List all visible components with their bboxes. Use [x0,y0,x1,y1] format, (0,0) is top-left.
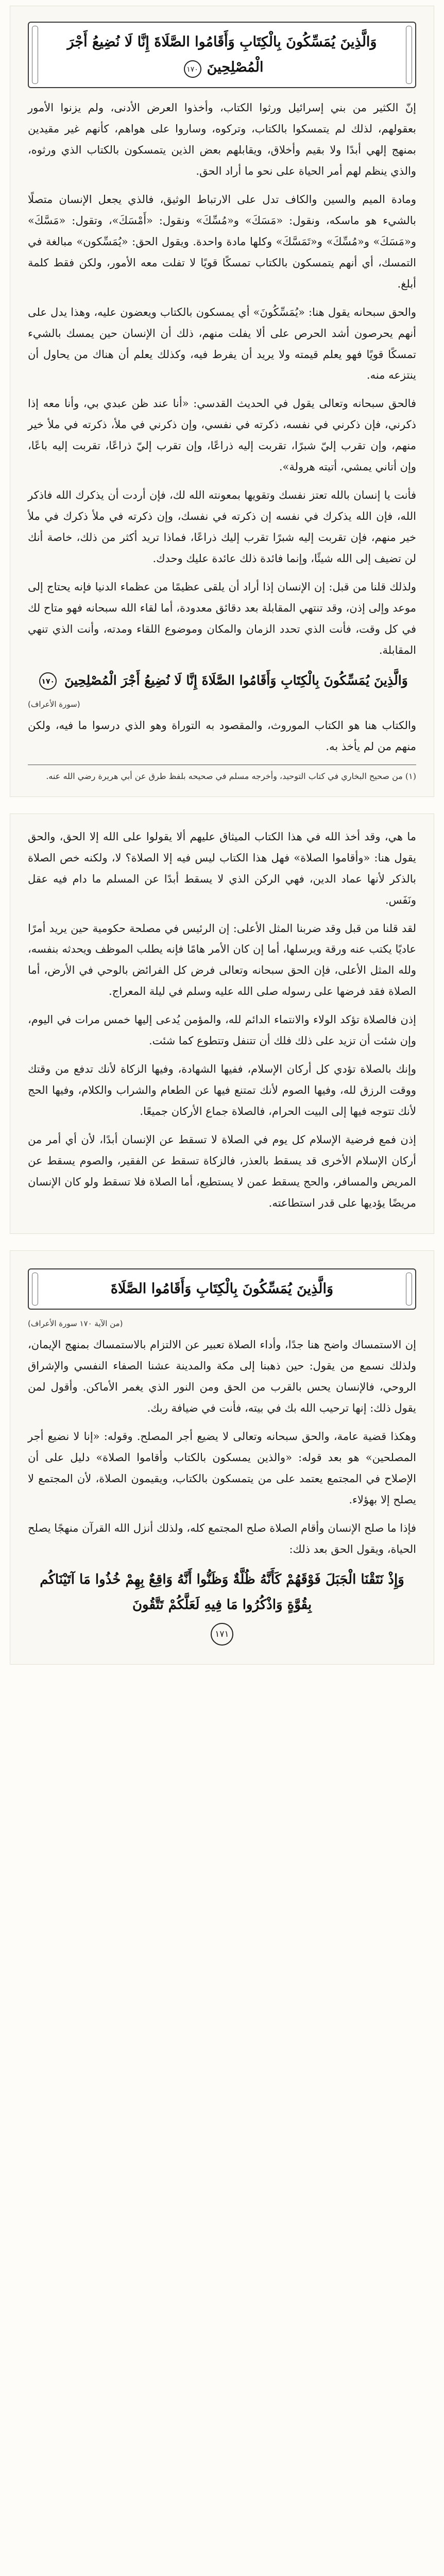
verse-banner [28,22,416,88]
paragraph: والحق سبحانه يقول هنا: «يُمَسِّكُونَ» أي يمسكون بالكتاب ويعضون عليه، وهذا يدل على أنهم يحرصون أشد الحرص على ألا يفلت منهم، ذلك أن الإنسان حين يمسك بالشيء تمسكًا قويًا فهو يعلم قيمته ولا يريد أن يفرط فيه، وكذلك يعلم أن هناك من يحاول أن ينتزعه منه. [28,306,416,382]
ayah-number-badge: ١٧١ [211,1623,233,1646]
sura-reference: (من الآية ١٧٠ سورة الأعراف) [28,1319,123,1329]
paragraph: إذن فالصلاة تؤكد الولاء والانتماء الدائم لله، والمؤمن يُدعى إليها خمس مرات في اليوم، وإن شئت أن تزيد على ذلك فلك أن تتنفل وتتطوع كما شئت. [28,1013,416,1047]
paragraph: فإذا ما صلح الإنسان وأقام الصلاة صلح المجتمع كله، ولذلك أنزل الله القرآن منهجًا يصلح الحياة، ويقول الحق بعد ذلك: [28,1521,416,1555]
paragraph: فالحق سبحانه وتعالى يقول في الحديث القدسي: «أنا عند ظن عبدي بي، وأنا معه إذا ذكرني، فإن ذكرني في نفسه، ذكرته في نفسي، وإن ذكرني في ملأ، ذكرته في ملأ خير منهم، وإن تقرب إليّ شبرًا، تقربت إليه ذراعًا، وإن تقرب إليّ ذراعًا، تقربت إليه باعًا، وإن أتاني يمشي، أتيته هرولة». [28,397,416,473]
paragraph: إنّ الكثير من بني إسرائيل ورثوا الكتاب، وأخذوا العرض الأدنى، ولم يزنوا الأمور بعقولهم، لذلك لم يتمسكوا بالكتاب، وتركوه، وساروا على هواهم، كأنهم غير مقيدين بمنهج إلهي أبدًا ولا بقيم وأخلاق، ويقابلهم بعض الذين يتمسكون بالكتاب الذي ورثوه، والذي ينظم لهم أمر الحياة على نحو ما أراد الحق. [28,101,416,177]
paragraph: ما هي، وقد أخذ الله في هذا الكتاب الميثاق عليهم ألا يقولوا على الله إلا الحق، والحق يقول هنا: «وأقاموا الصلاة» فهل هذا الكتاب ليس فيه إلا الصلاة؟ لا، ولكنه خص الصلاة بالذكر لأنها عماد الدين، فهي الركن الذي لا يسقط أبدًا عن المسلم ما دام فيه عقل ونَفَس. [28,830,416,906]
inline-verse-text: وَالَّذِينَ يُمَسِّكُونَ بِالْكِتَابِ وَأَقَامُوا الصَّلَاةَ إِنَّا لَا نُضِيعُ أَجْرَ الْمُصْلِحِينَ [64,672,408,688]
paragraph: لقد قلنا من قبل وقد ضربنا المثل الأعلى: إن الرئيس في مصلحة حكومية حين يريد أمرًا عاديًا يكتب عنه ورقة ويرسلها، أما إن كان الأمر هامًا فإنه يطلب الموظف ويحدثه بنفسه، ولله المثل الأعلى، فإن الحق سبحانه وتعالى فرض كل الفرائض بالوحي في الأرض، أما الصلاة فقد فرضها على رسوله صلى الله عليه وسلم في ليلة المعراج. [28,922,416,998]
ayah-number-badge: ١٧٠ [39,672,57,690]
paragraph: وهكذا قضية عامة، والحق سبحانه وتعالى لا يضيع أجر المصلح. وقوله: «إنا لا نضيع أجر المصلحين» هو بعد قوله: «والذين يمسكون بالكتاب وأقاموا الصلاة» دليل على أن الإصلاح في المجتمع يعتمد على من يتمسكون بالكتاب، ويقيمون الصلاة، لأن المجتمع لا يصلح إلا بهؤلاء. [28,1430,416,1506]
page-number-wrap [28,1618,416,1646]
paragraph: ومادة الميم والسين والكاف تدل على الارتباط الوثيق، فالذي يجعل الإنسان متصلًا بالشيء هو ماسكه، ونقول: «مَسَكَ» و«مُسِّكَ» ونقول: «أَمْسَكَ»، وتقول: «مَسَّكَ» و«مَسَكَ» و«مُسِّكَ» و«تَمَسَّكَ» وكلها مادة واحدة. ويقول الحق: «يُمَسِّكون» مبالغة في التمسك، أي أنهم يتمسكون بالكتاب تمسكًا قويًا لا تفلت معه الأمور، ولكن فقط كلمة أبلغ. [28,193,416,290]
document-section-1 [10,6,434,796]
ayah-number-badge: ١٧٠ [184,60,201,78]
paragraph: والكتاب هنا هو الكتاب الموروث، والمقصود به التوراة وهو الذي درسوا ما فيه، ولكن منهم من لم يأخذ به. [28,719,416,753]
paragraph: فأنت يا إنسان بالله تعتز نفسك وتقويها بمعونته الله لك، فإن أردت أن يذكرك الله فاذكر الله، فإن الله يذكرك في نفسه إن ذكرته في نفسك، وإن ذكرته في ملأ ذكرك في ملأ خير منهم، فإن تقربت إليه شبرًا تقرب إليك ذراعًا، فماذا تريد أكثر من ذلك، خاصة أنك لن تضيف إلى الله شيئًا، وإنما فائدة ذلك عائدة عليك وحدك. [28,489,416,565]
footnote: (١) من صحيح البخاري في كتاب التوحيد، وأخرجه مسلم في صحيحه بلفظ طرق عن أبي هريرة رضي الله عنه. [46,771,416,781]
inline-verse [28,668,416,693]
verse-title: وَالَّذِينَ يُمَسِّكُونَ بِالْكِتَابِ وَأَقَامُوا الصَّلَاةَ [110,1280,334,1297]
closing-verse-text: وَإِذْ نَتَقْنَا الْجَبَلَ فَوْقَهُمْ كَأَنَّهُ ظُلَّةٌ وَظَنُّوا أَنَّهُ وَاقِعٌ بِهِمْ خُذُوا مَا آتَيْنَاكُم بِقُوَّةٍ وَاذْكُرُوا مَا فِيهِ لَعَلَّكُمْ تَتَّقُونَ [40,1571,404,1613]
paragraph: إذن فمع فرضية الإسلام كل يوم في الصلاة لا تسقط عن الإنسان أبدًا، لأن أي أمر من أركان الإسلام الأخرى قد يسقط بالعذر، فالزكاة تسقط عن الفقير، والصوم يسقط عن المريض والمسافر، والحج يسقط عمن لا يستطيع، أما الصلاة فلا تسقط ولو كان الإنسان مريضًا يؤديها على قدر استطاعته. [28,1133,416,1209]
sura-reference: (سورة الأعراف) [28,700,80,709]
closing-verse [28,1567,416,1618]
document-section-3 [10,1251,434,1665]
paragraph: إن الاستمساك واضح هنا جدًا، وأداء الصلاة تعبير عن الالتزام بالاستمساك بمنهج الإيمان، ولذلك نسمع من يقول: حين ذهبنا إلى مكة والمدينة عشنا الصفاء النفسي والإشراق الروحي، فالإنسان يحس بالقرب من الحق ومن النور الذي يغمر الأماكن. وأقول لمن يقول ذلك: إنها ترحيب الله بك في بيته، فأنت في ضيافة ربك. [28,1338,416,1415]
paragraph: ولذلك قلنا من قبل: إن الإنسان إذا أراد أن يلقى عظيمًا من عظماء الدنيا فإنه يحتاج إلى موعد وإلى إذن، وقد تنتهي المقابلة بعد دقائق معدودة، أما لقاء الله سبحانه فهو متاح لك في كل وقت، فأنت الذي تحدد الزمان والمكان وموضوع اللقاء ومدته، وأنت الذي تنهي المقابلة. [28,580,416,656]
paragraph: وإنك بالصلاة تؤدي كل أركان الإسلام، ففيها الشهادة، وفيها الزكاة لأنك تدفع من وقتك ووقت الرزق لله، وفيها الصوم لأنك تمتنع فيها عن الطعام والشراب والكلام، وفيها الحج لأنك تتوجه فيها إلى البيت الحرام، فالصلاة جماع الأركان جميعًا. [28,1063,416,1118]
verse-banner [28,1268,416,1310]
verse-title: وَالَّذِينَ يُمَسِّكُونَ بِالْكِتَابِ وَأَقَامُوا الصَّلَاةَ إِنَّا لَا نُضِيعُ أَجْرَ الْمُصْلِحِينَ [67,34,377,75]
document-section-2 [10,814,434,1233]
